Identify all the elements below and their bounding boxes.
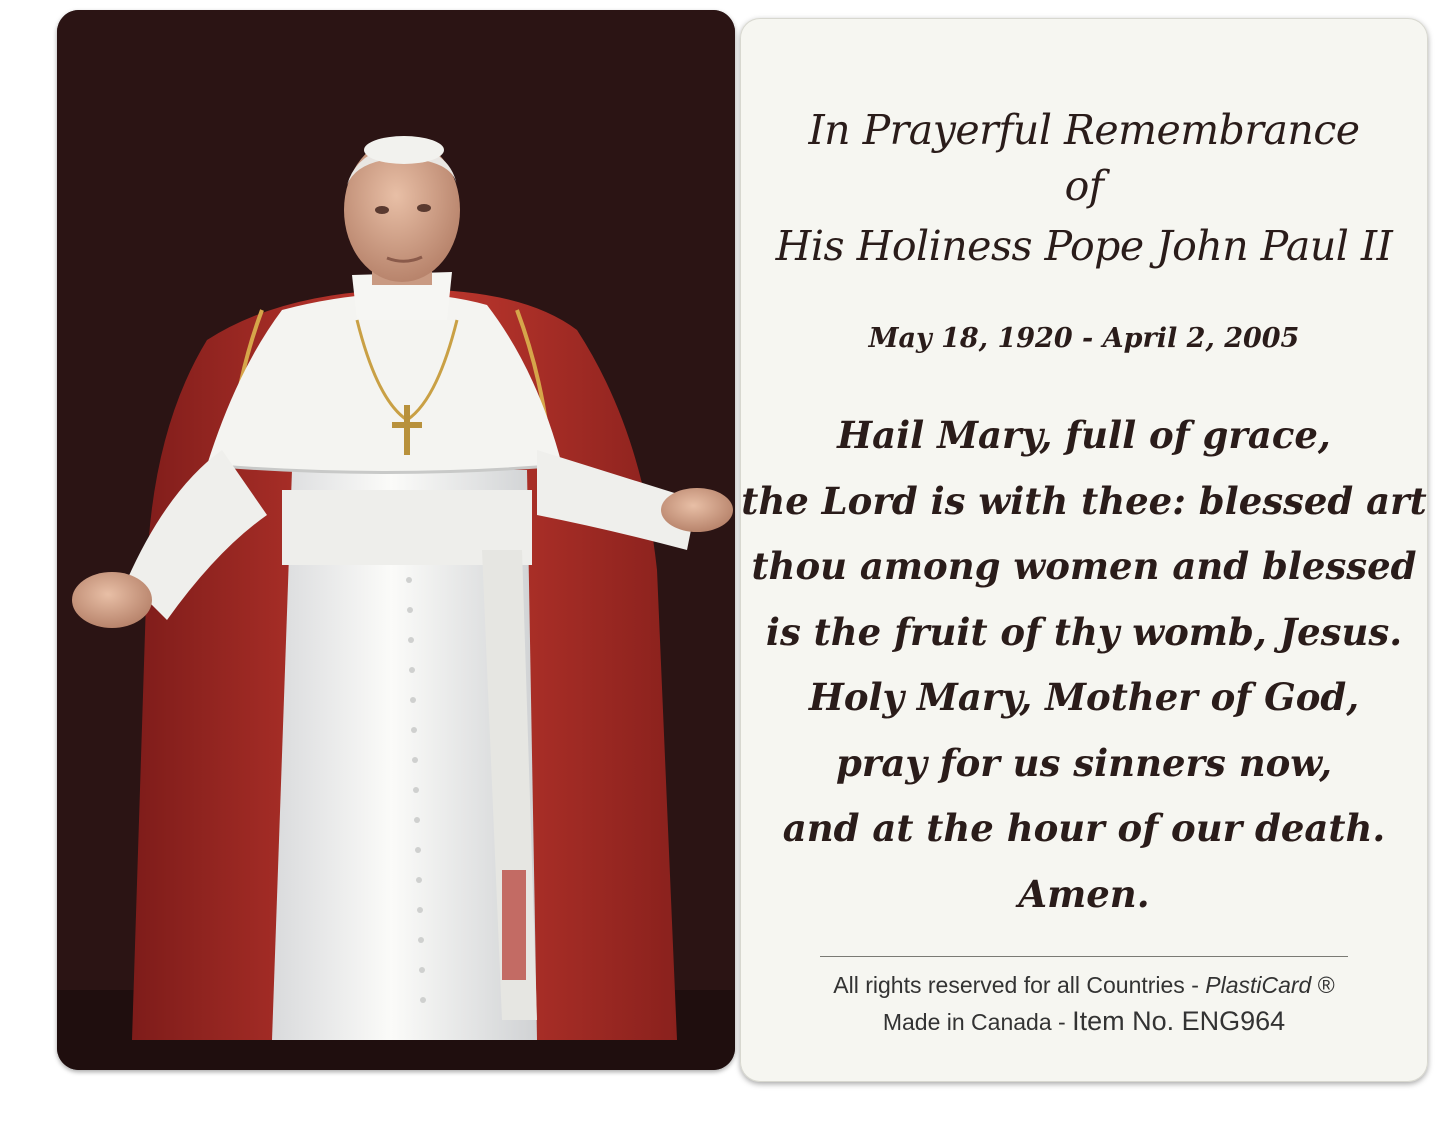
prayer-line: and at the hour of our death. [782,806,1386,850]
hail-mary-prayer [740,403,1428,927]
heading-line-1: In Prayerful Remembrance [808,106,1360,154]
origin-line [740,1006,1428,1037]
prayer-line: Holy Mary, Mother of God, [808,675,1360,719]
heading-line-3: His Holiness Pope John Paul II [775,222,1393,270]
prayer-line: the Lord is with thee: blessed art [741,478,1427,523]
footer-divider [820,956,1348,957]
prayer-line: is the fruit of thy womb, Jesus. [765,609,1403,654]
registered-mark: ® [1311,972,1335,998]
prayer-line: Hail Mary, full of grace, [837,413,1331,457]
prayer-line: pray for us sinners now, [835,740,1333,785]
copyright-line [740,972,1428,999]
heading-line-2: of [1064,162,1104,210]
pope-portrait-photo [57,10,735,1070]
prayer-line: Amen. [1018,871,1150,916]
prayer-line: thou among women and blessed [751,544,1417,588]
photo-card [57,10,735,1070]
item-number: Item No. ENG964 [1072,1006,1286,1036]
rights-text: All rights reserved for all Countries - [833,972,1206,998]
origin-text: Made in Canada - [882,1009,1073,1035]
life-dates: May 18, 1920 - April 2, 2005 [868,323,1300,354]
brand-name: PlastiCard [1205,972,1312,998]
prayer-card [740,18,1428,1082]
